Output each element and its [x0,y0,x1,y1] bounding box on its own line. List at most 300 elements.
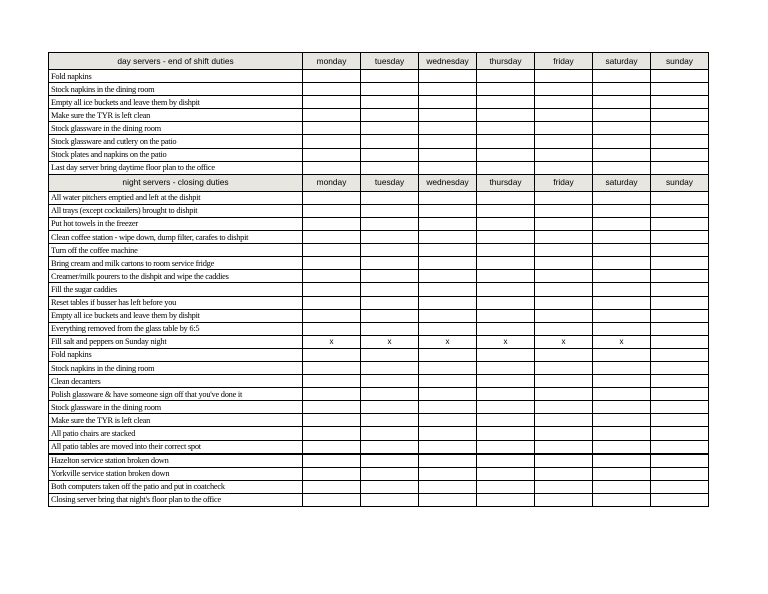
task-row [49,283,709,296]
check-cell[interactable] [651,467,709,480]
check-cell[interactable] [419,283,477,296]
check-cell[interactable] [651,109,709,122]
check-cell[interactable] [419,401,477,414]
check-cell[interactable] [303,388,361,401]
check-cell[interactable] [535,217,593,230]
check-cell[interactable] [419,96,477,109]
check-cell[interactable] [419,454,477,468]
task-row [49,440,709,454]
check-cell[interactable] [361,257,419,270]
day-column-header: thursday [477,53,535,70]
check-cell[interactable] [419,257,477,270]
check-cell[interactable] [535,283,593,296]
day-column-header: friday [535,53,593,70]
check-cell[interactable] [303,135,361,148]
check-cell[interactable] [535,322,593,335]
task-label: Hazelton service station broken down [49,454,303,468]
check-cell[interactable] [361,135,419,148]
task-row [49,231,709,244]
check-cell[interactable] [651,148,709,161]
check-cell[interactable] [535,401,593,414]
check-cell[interactable] [651,96,709,109]
task-row [49,70,709,83]
task-label: Closing server bring that night's floor plan to the office [49,493,303,506]
check-cell[interactable] [419,375,477,388]
check-cell[interactable] [593,454,651,468]
check-cell[interactable] [361,217,419,230]
task-label: Turn off the coffee machine [49,244,303,257]
day-column-header: wednesday [419,174,477,191]
task-label: Everything removed from the glass table by 6:5 [49,322,303,335]
check-cell[interactable] [303,161,361,174]
check-cell[interactable] [651,161,709,174]
check-cell[interactable] [477,122,535,135]
task-label: Stock plates and napkins on the patio [49,148,303,161]
check-cell[interactable] [535,148,593,161]
check-cell[interactable] [535,122,593,135]
check-cell[interactable] [303,122,361,135]
check-cell[interactable] [361,122,419,135]
check-cell[interactable] [535,135,593,148]
day-column-header: friday [535,174,593,191]
check-cell[interactable] [651,375,709,388]
check-cell[interactable] [651,414,709,427]
task-label: Last day server bring daytime floor plan to the office [49,161,303,174]
task-label: Yorkville service station broken down [49,467,303,480]
check-cell[interactable] [593,270,651,283]
check-cell[interactable] [303,96,361,109]
check-cell[interactable] [477,257,535,270]
check-cell[interactable] [419,427,477,440]
check-cell[interactable] [419,480,477,493]
check-cell[interactable] [651,270,709,283]
check-cell[interactable] [477,493,535,506]
check-cell[interactable] [535,480,593,493]
check-cell[interactable] [419,348,477,361]
check-cell[interactable] [477,296,535,309]
check-cell[interactable] [477,109,535,122]
task-row [49,109,709,122]
task-row [49,148,709,161]
check-cell[interactable] [361,191,419,204]
check-cell[interactable] [651,309,709,322]
task-row [49,296,709,309]
check-cell[interactable] [651,296,709,309]
check-cell[interactable] [651,191,709,204]
check-cell[interactable] [593,148,651,161]
task-row [49,388,709,401]
check-cell[interactable] [303,322,361,335]
task-label: Creamer/milk pourers to the dishpit and wipe the caddies [49,270,303,283]
check-cell[interactable] [535,83,593,96]
check-cell[interactable] [477,283,535,296]
check-cell[interactable] [361,231,419,244]
check-cell[interactable] [361,322,419,335]
check-cell[interactable] [361,244,419,257]
check-cell[interactable] [535,361,593,374]
check-cell[interactable] [361,148,419,161]
check-cell[interactable] [593,109,651,122]
check-cell[interactable] [535,440,593,454]
check-cell[interactable] [535,70,593,83]
check-cell[interactable] [303,283,361,296]
check-cell[interactable] [651,401,709,414]
check-cell[interactable] [593,493,651,506]
check-cell[interactable] [593,83,651,96]
check-cell[interactable] [303,309,361,322]
check-cell[interactable] [593,244,651,257]
check-cell[interactable] [361,427,419,440]
check-cell[interactable] [419,414,477,427]
check-cell[interactable] [303,83,361,96]
check-cell[interactable] [361,388,419,401]
check-cell[interactable] [303,244,361,257]
check-cell[interactable] [361,401,419,414]
duties-checklist-table [48,52,709,507]
check-cell[interactable] [477,361,535,374]
check-cell[interactable] [303,204,361,217]
check-cell[interactable] [303,148,361,161]
check-cell[interactable] [535,204,593,217]
check-cell[interactable] [535,270,593,283]
check-cell[interactable] [419,135,477,148]
check-cell[interactable] [651,427,709,440]
task-label: Fold napkins [49,70,303,83]
check-cell[interactable] [477,217,535,230]
day-column-header: saturday [593,174,651,191]
check-cell[interactable] [419,70,477,83]
check-cell[interactable] [361,454,419,468]
check-cell[interactable] [419,440,477,454]
check-cell[interactable] [477,309,535,322]
check-cell[interactable] [593,204,651,217]
task-row [49,135,709,148]
check-cell[interactable] [593,283,651,296]
check-cell[interactable] [535,493,593,506]
check-cell[interactable] [535,309,593,322]
check-cell[interactable] [535,296,593,309]
check-cell[interactable] [651,70,709,83]
task-row [49,375,709,388]
check-cell[interactable] [419,467,477,480]
check-cell[interactable] [593,296,651,309]
day-column-header: thursday [477,174,535,191]
check-cell[interactable] [419,296,477,309]
check-cell[interactable] [593,401,651,414]
check-cell[interactable] [593,467,651,480]
check-cell[interactable] [593,414,651,427]
check-cell[interactable] [535,109,593,122]
task-row [49,96,709,109]
check-cell[interactable]: x [477,335,535,348]
section-header-row [49,53,709,70]
checklist-body [49,53,709,507]
check-cell[interactable] [361,270,419,283]
check-cell[interactable] [419,309,477,322]
check-cell[interactable] [535,191,593,204]
day-column-header: saturday [593,53,651,70]
day-column-header: tuesday [361,53,419,70]
check-cell[interactable] [419,217,477,230]
check-cell[interactable] [651,361,709,374]
task-row [49,244,709,257]
check-cell[interactable] [477,454,535,468]
check-cell[interactable] [361,96,419,109]
check-cell[interactable] [303,270,361,283]
check-cell[interactable] [419,191,477,204]
check-cell[interactable] [419,244,477,257]
task-label: Stock glassware in the dining room [49,122,303,135]
task-label: Stock napkins in the dining room [49,83,303,96]
check-cell[interactable] [303,401,361,414]
check-cell[interactable] [593,348,651,361]
check-cell[interactable] [477,388,535,401]
day-column-header: wednesday [419,53,477,70]
day-column-header: sunday [651,53,709,70]
check-cell[interactable] [593,309,651,322]
task-label: All patio tables are moved into their correct spot [49,440,303,454]
check-cell[interactable] [651,217,709,230]
check-cell[interactable] [477,401,535,414]
check-cell[interactable] [593,135,651,148]
task-row [49,335,709,348]
check-cell[interactable] [477,322,535,335]
section-title: night servers - closing duties [49,174,303,191]
check-cell[interactable] [477,467,535,480]
check-cell[interactable] [477,135,535,148]
check-cell[interactable] [651,244,709,257]
check-cell[interactable] [477,427,535,440]
task-label: Stock glassware in the dining room [49,401,303,414]
check-cell[interactable] [593,161,651,174]
task-row [49,427,709,440]
check-cell[interactable] [651,454,709,468]
day-column-header: sunday [651,174,709,191]
check-cell[interactable] [651,440,709,454]
task-row [49,204,709,217]
check-cell[interactable] [361,480,419,493]
check-cell[interactable] [303,427,361,440]
check-cell[interactable] [477,348,535,361]
task-label: Both computers taken off the patio and put in coatcheck [49,480,303,493]
check-cell[interactable] [535,96,593,109]
check-cell[interactable] [535,257,593,270]
task-label: All water pitchers emptied and left at the dishpit [49,191,303,204]
check-cell[interactable] [477,148,535,161]
check-cell[interactable] [651,83,709,96]
check-cell[interactable] [535,454,593,468]
check-cell[interactable] [477,375,535,388]
task-row [49,348,709,361]
task-row [49,467,709,480]
check-cell[interactable] [477,96,535,109]
check-cell[interactable] [651,283,709,296]
check-cell[interactable] [361,70,419,83]
check-cell[interactable] [593,480,651,493]
check-cell[interactable] [651,335,709,348]
task-label: All trays (except cocktailers) brought to dishpit [49,204,303,217]
check-cell[interactable] [651,493,709,506]
check-cell[interactable] [361,161,419,174]
check-cell[interactable] [361,283,419,296]
check-cell[interactable] [535,244,593,257]
check-cell[interactable] [419,322,477,335]
check-cell[interactable] [535,231,593,244]
task-row [49,161,709,174]
check-cell[interactable] [361,309,419,322]
check-cell[interactable] [419,122,477,135]
check-cell[interactable] [361,493,419,506]
check-cell[interactable] [477,244,535,257]
check-cell[interactable] [303,231,361,244]
check-cell[interactable] [419,148,477,161]
task-row [49,493,709,506]
task-label: Clean coffee station - wipe down, dump filter, carafes to dishpit [49,231,303,244]
check-cell[interactable] [361,204,419,217]
day-column-header: tuesday [361,174,419,191]
check-cell[interactable] [535,348,593,361]
check-cell[interactable] [303,217,361,230]
task-row [49,454,709,468]
task-label: Reset tables if busser has left before you [49,296,303,309]
task-label: Fill salt and peppers on Sunday night [49,335,303,348]
section-header-row [49,174,709,191]
check-cell[interactable] [651,122,709,135]
check-cell[interactable] [593,440,651,454]
check-cell[interactable] [593,375,651,388]
task-label: Empty all ice buckets and leave them by dishpit [49,96,303,109]
check-cell[interactable] [303,454,361,468]
task-label: Empty all ice buckets and leave them by dishpit [49,309,303,322]
check-cell[interactable] [651,322,709,335]
check-cell[interactable] [477,414,535,427]
task-row [49,414,709,427]
check-cell[interactable] [419,388,477,401]
check-cell[interactable]: x [419,335,477,348]
day-column-header: monday [303,174,361,191]
check-cell[interactable] [303,480,361,493]
check-cell[interactable] [593,361,651,374]
check-cell[interactable] [651,135,709,148]
check-cell[interactable] [361,414,419,427]
check-cell[interactable] [361,375,419,388]
check-cell[interactable] [535,388,593,401]
check-cell[interactable] [593,70,651,83]
check-cell[interactable] [593,427,651,440]
check-cell[interactable] [535,467,593,480]
check-cell[interactable] [361,109,419,122]
check-cell[interactable] [535,375,593,388]
check-cell[interactable] [535,427,593,440]
task-label: Fold napkins [49,348,303,361]
check-cell[interactable] [361,361,419,374]
task-label: Bring cream and milk cartons to room service fridge [49,257,303,270]
task-row [49,480,709,493]
check-cell[interactable] [419,161,477,174]
check-cell[interactable] [303,348,361,361]
task-row [49,309,709,322]
check-cell[interactable] [303,361,361,374]
check-cell[interactable] [361,348,419,361]
check-cell[interactable] [361,440,419,454]
check-cell[interactable] [651,348,709,361]
check-cell[interactable]: x [535,335,593,348]
check-cell[interactable] [303,109,361,122]
task-label: Clean decanters [49,375,303,388]
check-cell[interactable] [361,296,419,309]
check-cell[interactable] [593,257,651,270]
task-row [49,270,709,283]
check-cell[interactable] [477,440,535,454]
check-cell[interactable] [303,375,361,388]
check-cell[interactable] [651,204,709,217]
check-cell[interactable] [361,467,419,480]
check-cell[interactable] [419,83,477,96]
check-cell[interactable] [593,231,651,244]
check-cell[interactable] [477,191,535,204]
task-row [49,191,709,204]
check-cell[interactable] [593,191,651,204]
check-cell[interactable] [477,161,535,174]
check-cell[interactable] [593,217,651,230]
section-title: day servers - end of shift duties [49,53,303,70]
task-label: Put hot towels in the freezer [49,217,303,230]
check-cell[interactable] [593,322,651,335]
check-cell[interactable] [419,109,477,122]
check-cell[interactable] [477,204,535,217]
check-cell[interactable] [651,480,709,493]
check-cell[interactable]: x [593,335,651,348]
check-cell[interactable] [361,83,419,96]
check-cell[interactable] [477,231,535,244]
task-label: Stock napkins in the dining room [49,361,303,374]
check-cell[interactable] [651,257,709,270]
check-cell[interactable] [477,70,535,83]
check-cell[interactable] [593,96,651,109]
check-cell[interactable] [303,467,361,480]
check-cell[interactable] [303,440,361,454]
check-cell[interactable]: x [361,335,419,348]
check-cell[interactable] [535,414,593,427]
check-cell[interactable] [593,388,651,401]
check-cell[interactable] [477,270,535,283]
check-cell[interactable] [651,231,709,244]
check-cell[interactable] [535,161,593,174]
check-cell[interactable] [303,70,361,83]
check-cell[interactable] [303,257,361,270]
check-cell[interactable] [419,270,477,283]
check-cell[interactable] [419,204,477,217]
check-cell[interactable] [419,493,477,506]
task-label: Fill the sugar caddies [49,283,303,296]
check-cell[interactable] [303,296,361,309]
check-cell[interactable] [477,83,535,96]
task-label: Make sure the TYR is left clean [49,414,303,427]
check-cell[interactable] [303,493,361,506]
task-row [49,401,709,414]
task-row [49,257,709,270]
task-row [49,322,709,335]
check-cell[interactable] [419,231,477,244]
check-cell[interactable] [477,480,535,493]
check-cell[interactable] [419,361,477,374]
task-label: Polish glassware & have someone sign off that you've done it [49,388,303,401]
check-cell[interactable] [303,191,361,204]
check-cell[interactable] [593,122,651,135]
check-cell[interactable] [303,414,361,427]
check-cell[interactable] [651,388,709,401]
check-cell[interactable]: x [303,335,361,348]
